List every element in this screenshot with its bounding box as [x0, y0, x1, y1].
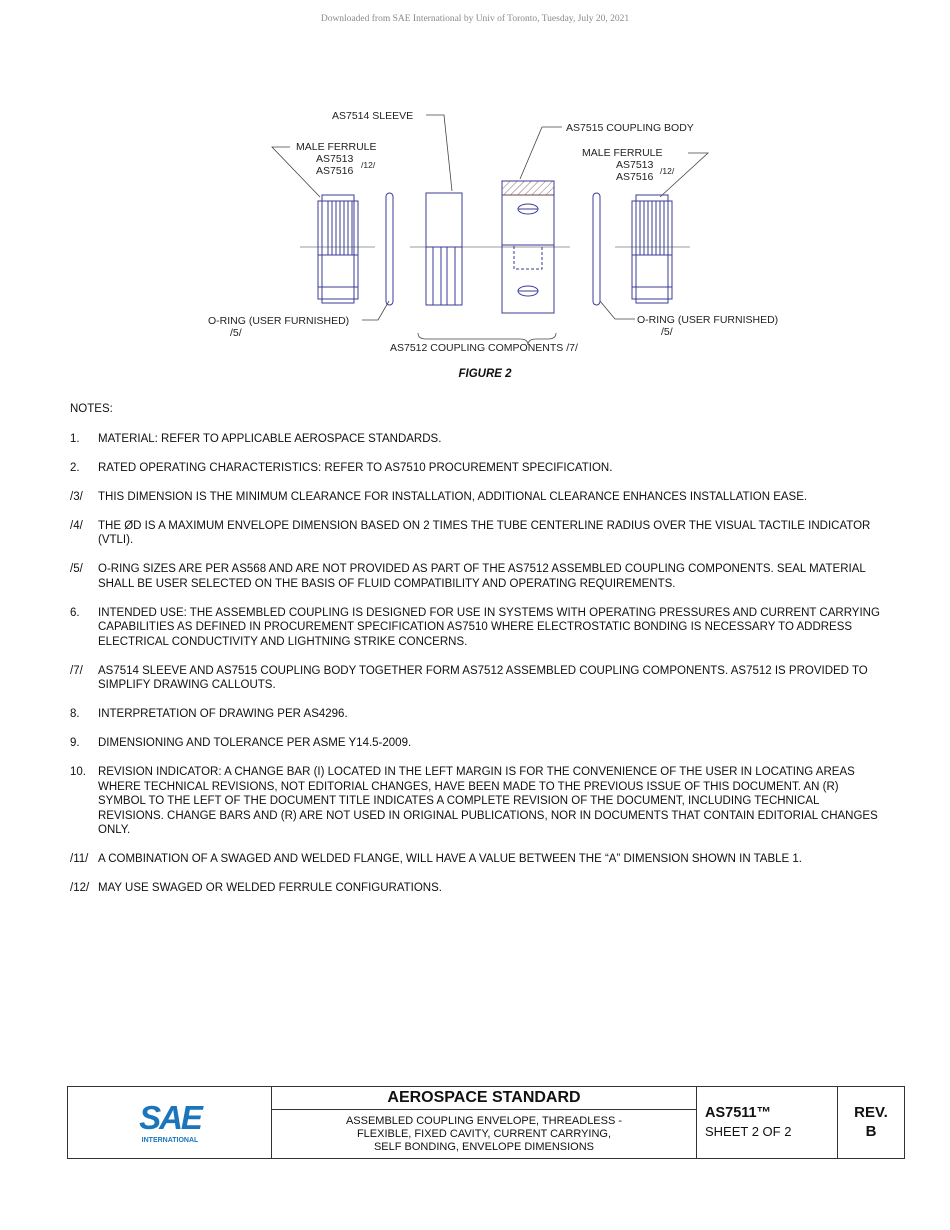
- o-ring-right: [593, 193, 600, 305]
- note-text: RATED OPERATING CHARACTERISTICS: REFER TO AS7510 PROCUREMENT SPECIFICATION.: [98, 461, 613, 474]
- title-line: SELF BONDING, ENVELOPE DIMENSIONS: [373, 1141, 595, 1153]
- note-item: [70, 562, 882, 591]
- note-number: /11/: [70, 853, 89, 865]
- label-as7512-coupling-components: AS7512 COUPLING COMPONENTS /7/: [390, 342, 578, 354]
- note-number: /7/: [70, 664, 83, 677]
- note-item: [70, 606, 882, 650]
- title-block-middle: [272, 1087, 697, 1158]
- note-text: AS7514 SLEEVE AND AS7515 COUPLING BODY TOGETHER FORM AS7512 ASSEMBLED COUPLING COMPONENTS. AS7512 IS PROVIDED TO SIMPLIFY DRAWING CALLOUTS.: [98, 664, 868, 691]
- note-number: /3/: [70, 490, 83, 503]
- note-item: [70, 707, 882, 722]
- note-number: /4/: [70, 519, 83, 532]
- revision-value: B: [865, 1123, 877, 1140]
- notes-title: NOTES:: [70, 403, 113, 415]
- label-as7516-right: AS7516: [616, 171, 654, 183]
- male-ferrule-left: [318, 195, 358, 303]
- label-note12-left: /12/: [361, 160, 376, 170]
- label-o-ring-left: O-RING (USER FURNISHED): [208, 315, 350, 327]
- note-number: 9.: [70, 737, 80, 749]
- note-item: [70, 664, 882, 693]
- label-as7513-left: AS7513: [316, 153, 354, 165]
- label-note5-left: /5/: [230, 327, 242, 339]
- note-text: INTERPRETATION OF DRAWING PER AS4296.: [98, 708, 348, 720]
- notes-section: [70, 402, 882, 910]
- note-item: [70, 736, 882, 751]
- sae-logo: [68, 1087, 272, 1158]
- note-number: /12/: [70, 882, 90, 894]
- note-item: [70, 490, 882, 505]
- document-title: [272, 1110, 696, 1158]
- note-text: DIMENSIONING AND TOLERANCE PER ASME Y14.5-2009.: [98, 737, 412, 749]
- note-text: THE ØD IS A MAXIMUM ENVELOPE DIMENSION BASED ON 2 TIMES THE TUBE CENTERLINE RADIUS OVER THE VISUAL TACTILE INDICATOR (VTLI).: [98, 519, 871, 546]
- note-text: INTENDED USE: THE ASSEMBLED COUPLING IS DESIGNED FOR USE IN SYSTEMS WITH OPERATING PRESSURES AND CURRENT CARRYING CAPABILITIES AS DEFINED IN PROCUREMENT SPECIFICATION AS7510 WHERE ELECTROSTATIC BONDING IS NECESSARY TO ADDRESS ELECTRICAL CONDUCTIVITY AND LIGHTNING STRIKE CONCERNS.: [98, 606, 880, 648]
- o-ring-left: [386, 193, 393, 305]
- title-line: FLEXIBLE, FIXED CAVITY, CURRENT CARRYING,: [356, 1128, 612, 1140]
- note-text: MATERIAL: REFER TO APPLICABLE AEROSPACE STANDARDS.: [98, 432, 442, 445]
- male-ferrule-right: [632, 195, 672, 303]
- note-text: A COMBINATION OF A SWAGED AND WELDED FLANGE, WILL HAVE A VALUE BETWEEN THE “A” DIMENSION SHOWN IN TABLE 1.: [98, 853, 802, 865]
- note-number: 6.: [70, 606, 80, 619]
- note-item: [70, 432, 882, 447]
- note-number: 2.: [70, 461, 80, 474]
- note-text: MAY USE SWAGED OR WELDED FERRULE CONFIGURATIONS.: [98, 882, 442, 894]
- standard-heading: AEROSPACE STANDARD: [272, 1087, 696, 1110]
- note-text: REVISION INDICATOR: A CHANGE BAR (I) LOCATED IN THE LEFT MARGIN IS FOR THE CONVENIENCE OF THE USER IN LOCATING AREAS WHERE TECHNICAL REVISIONS, NOT EDITORIAL CHANGES, HAVE BEEN MADE TO THE PREVIOUS ISSUE OF THIS DOCUMENT. AN (R) SYMBOL TO THE LEFT OF THE DOCUMENT TITLE INDICATES A COMPLETE REVISION OF THE DOCUMENT, INCLUDING TECHNICAL REVISIONS. CHANGE BARS AND (R) ARE NOT USED IN ORIGINAL PUBLICATIONS, NOR IN DOCUMENTS THAT CONTAIN EDITORIAL CHANGES ONLY.: [98, 766, 878, 836]
- note-item: [70, 852, 882, 867]
- label-as7514-sleeve: AS7514 SLEEVE: [332, 110, 414, 122]
- revision-cell: [838, 1087, 904, 1158]
- title-block: [67, 1086, 905, 1159]
- label-o-ring-right: O-RING (USER FURNISHED): [637, 314, 779, 326]
- label-as7513-right: AS7513: [616, 159, 654, 171]
- note-item: [70, 519, 882, 548]
- label-male-ferrule-right: MALE FERRULE: [582, 147, 663, 159]
- document-number-cell: [697, 1087, 838, 1158]
- document-number: AS7511™: [705, 1105, 772, 1121]
- sae-logo-mark: [130, 1100, 210, 1146]
- label-male-ferrule-left: MALE FERRULE: [296, 141, 377, 153]
- note-item: [70, 881, 882, 896]
- label-note5-right: /5/: [661, 326, 673, 338]
- figure-2-drawing: [190, 105, 810, 365]
- revision-label: REV.: [854, 1104, 888, 1121]
- download-watermark: Downloaded from SAE International by Univ of Toronto, Tuesday, July 20, 2021: [320, 14, 630, 24]
- note-item: [70, 765, 882, 838]
- sae-logo-subtext: INTERNATIONAL: [141, 1136, 198, 1144]
- figure-caption: FIGURE 2: [458, 368, 512, 380]
- label-note12-right: /12/: [660, 166, 675, 176]
- sleeve: [426, 193, 462, 305]
- label-as7515-coupling-body: AS7515 COUPLING BODY: [566, 122, 694, 134]
- note-number: 8.: [70, 708, 80, 720]
- sheet-number: SHEET 2 OF 2: [705, 1124, 792, 1139]
- note-number: /5/: [70, 563, 83, 575]
- note-text: THIS DIMENSION IS THE MINIMUM CLEARANCE FOR INSTALLATION, ADDITIONAL CLEARANCE ENHANCES INSTALLATION EASE.: [98, 490, 808, 503]
- title-line: ASSEMBLED COUPLING ENVELOPE, THREADLESS -: [345, 1115, 623, 1127]
- note-item: [70, 461, 882, 476]
- note-text: O-RING SIZES ARE PER AS568 AND ARE NOT PROVIDED AS PART OF THE AS7512 ASSEMBLED COUPLING COMPONENTS. SEAL MATERIAL SHALL BE USER SELECTED ON THE BASIS OF FLUID COMPATIBILITY AND OPERATING REQUIREMENTS.: [98, 563, 866, 590]
- note-number: 1.: [70, 432, 80, 445]
- sae-logo-text: SAE: [138, 1099, 201, 1136]
- label-as7516-left: AS7516: [316, 165, 354, 177]
- coupling-components-drawing: [190, 105, 810, 365]
- note-number: 10.: [70, 766, 86, 778]
